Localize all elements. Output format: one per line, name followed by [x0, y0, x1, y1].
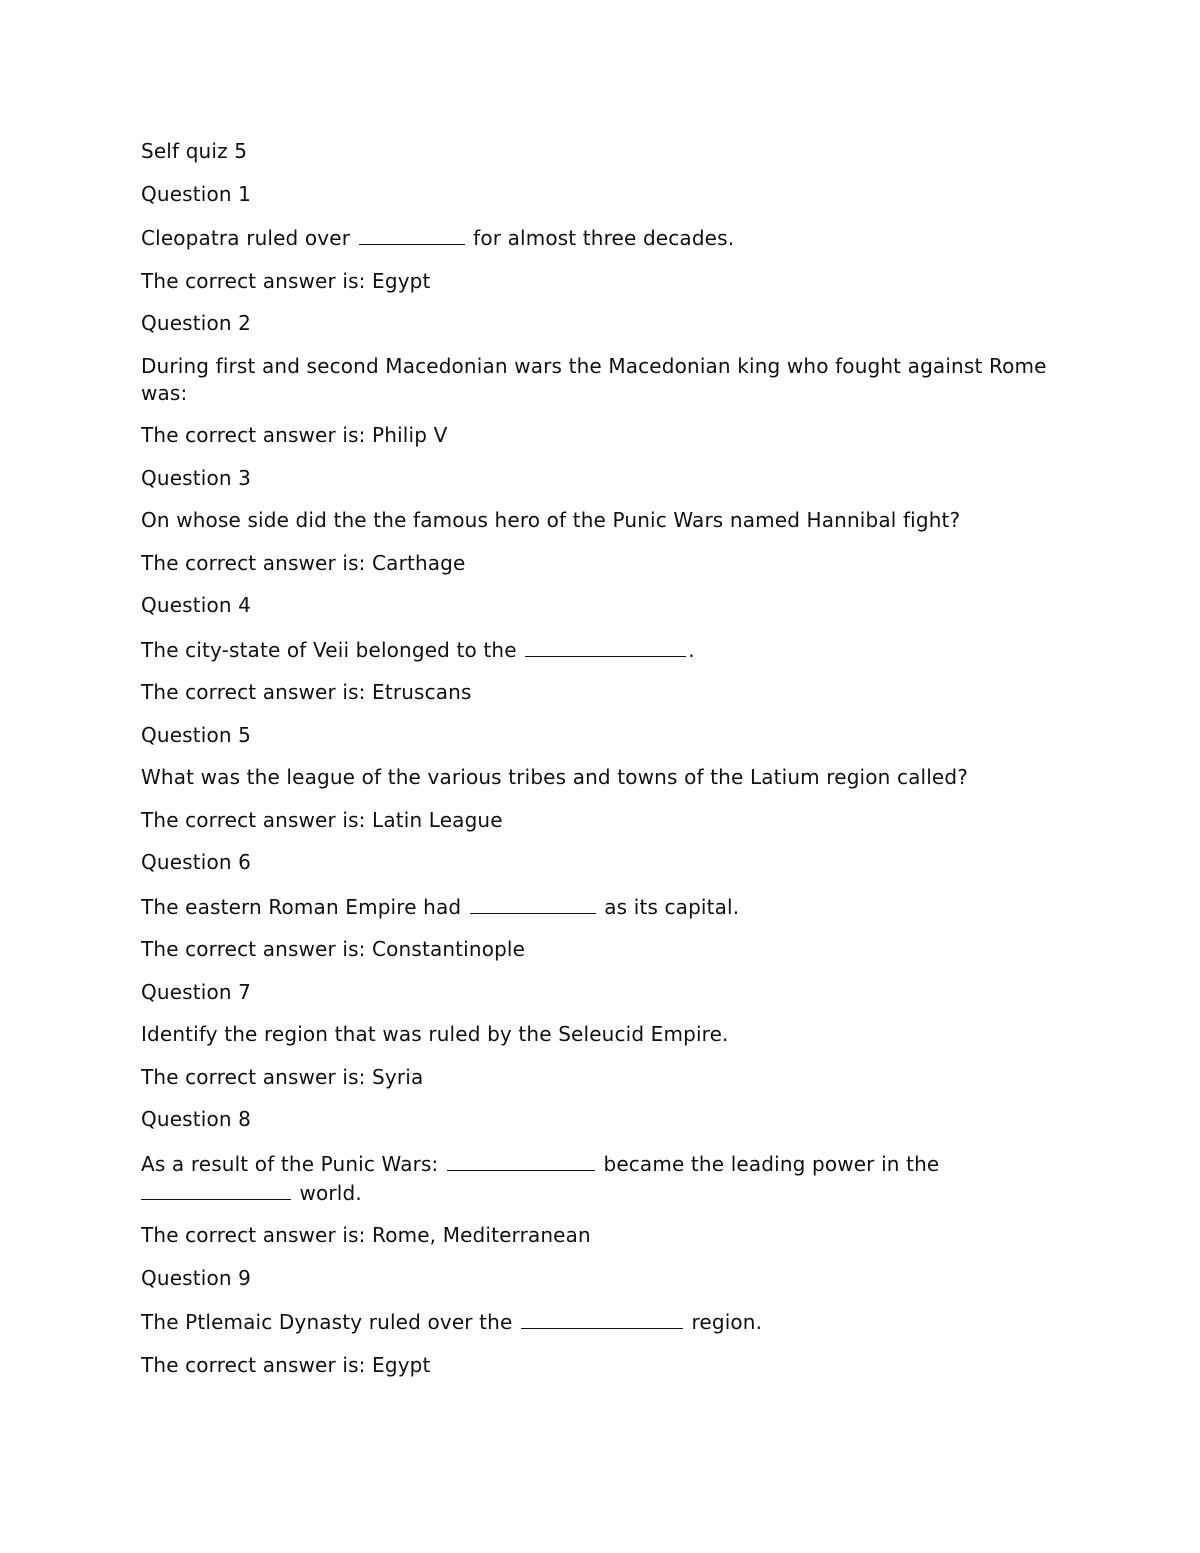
- question-7-text: Identify the region that was ruled by the Seleucid Empire.: [141, 1022, 729, 1046]
- question-7-answer: The correct answer is: Syria: [141, 1064, 424, 1089]
- question-6-text-before: The eastern Roman Empire had: [141, 894, 462, 919]
- question-8-blank-2: [141, 1178, 291, 1200]
- question-9-answer: The correct answer is: Egypt: [141, 1352, 431, 1377]
- question-2-answer: The correct answer is: Philip V: [141, 423, 448, 447]
- question-6-text-after: as its capital.: [604, 894, 740, 919]
- question-9-blank: [521, 1307, 683, 1329]
- question-3-label: Question 3: [141, 465, 252, 490]
- question-4-text-after: .: [688, 637, 695, 662]
- question-4-label: Question 4: [141, 593, 252, 617]
- question-9-text-after: region.: [691, 1310, 763, 1334]
- question-8-text: [141, 1149, 1061, 1207]
- question-6-blank: [470, 892, 596, 914]
- question-9-label: Question 9: [141, 1265, 252, 1290]
- question-8-text-before: As a result of the Punic Wars:: [141, 1151, 439, 1176]
- question-8-blank-1: [447, 1149, 595, 1171]
- question-2-label: Question 2: [141, 311, 252, 335]
- question-2-text: During first and second Macedonian wars the Macedonian king who fought against Rome was:: [141, 353, 1047, 405]
- question-8-label: Question 8: [141, 1107, 252, 1131]
- question-4-text-before: The city-state of Veii belonged to the: [141, 637, 517, 662]
- question-9-text: [141, 1307, 1061, 1336]
- question-5-answer: The correct answer is: Latin League: [141, 807, 503, 832]
- question-6-label: Question 6: [141, 850, 252, 874]
- question-9-text-before: The Ptlemaic Dynasty ruled over the: [141, 1310, 513, 1334]
- question-4-answer: The correct answer is: Etruscans: [141, 680, 472, 704]
- question-8-text-after: world.: [299, 1180, 362, 1205]
- question-5-text: What was the league of the various tribes and towns of the Latium region called?: [141, 765, 968, 789]
- question-1-text-before: Cleopatra ruled over: [141, 226, 351, 250]
- question-1-text: [141, 223, 1061, 252]
- question-8-text-middle: became the leading power in the: [603, 1151, 940, 1176]
- question-6-answer: The correct answer is: Constantinople: [141, 937, 526, 961]
- question-3-answer: The correct answer is: Carthage: [141, 550, 466, 575]
- question-1-blank: [359, 223, 465, 245]
- question-3-text: On whose side did the the famous hero of the Punic Wars named Hannibal fight?: [141, 508, 961, 532]
- question-4-blank: [525, 635, 686, 657]
- question-5-label: Question 5: [141, 722, 252, 747]
- question-1-label: Question 1: [141, 181, 252, 206]
- question-4-text: [141, 635, 1061, 664]
- document-page: [141, 138, 1061, 1394]
- question-6-text: [141, 892, 1061, 921]
- question-1-answer: The correct answer is: Egypt: [141, 268, 431, 293]
- question-7-label: Question 7: [141, 979, 252, 1004]
- question-1-text-after: for almost three decades.: [473, 226, 735, 250]
- question-8-answer: The correct answer is: Rome, Mediterranean: [141, 1223, 591, 1247]
- document-title: Self quiz 5: [141, 139, 248, 163]
